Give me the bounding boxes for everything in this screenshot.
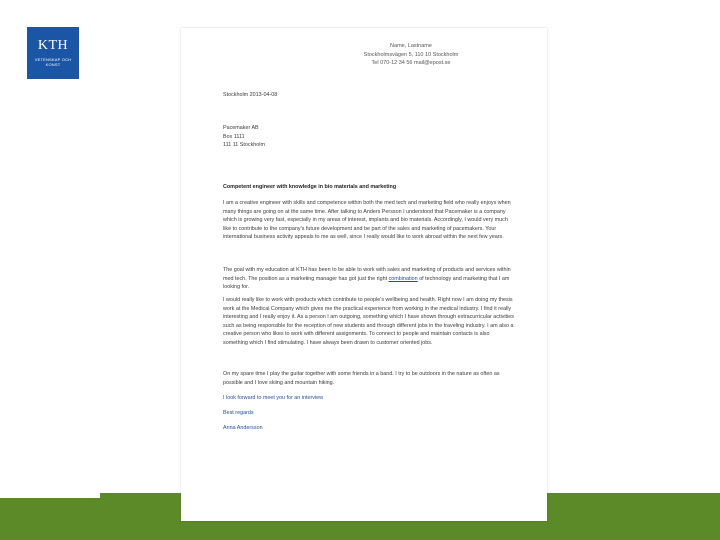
combination-link[interactable]: combination — [388, 275, 418, 282]
paragraph-2-text: The goal with my education at KTH has been to be able to work with sales and marketing of products and services within med tech. The position as a marketing manager has got just the right — [223, 267, 511, 282]
paragraph-4: On my spare time I play the guitar together with some friends in a band. I try to be outdoors in the nature as often as possible and I love skiing and mountain hiking. — [223, 371, 500, 386]
sender-contact: Tel 070-12 34 56 mail@epost.se — [371, 60, 451, 67]
cover-letter-page — [181, 28, 547, 521]
sender-name: Name, Lastname — [390, 43, 432, 49]
band-notch — [0, 468, 100, 498]
signature-line: Anna Andersson — [223, 425, 263, 431]
paragraph-3: I would really like to work with products which contribute to people's wellbeing and health. Right now I am doing my thesis work at the Medical Company which gives me the practical experience from working in the medical industry. I find it really interesting and I really enjoy it. As a person I am outgoing, something which I have shown through extracurricular activities such as being responsible for the reception of new students and through different jobs in the traveling industry. I am also a creative person who likes to work with different assignments. To connect to people and maintain contacts is also something which I find stimulating. I have always been drawn to customer oriented jobs. — [223, 297, 514, 346]
closing-line: I look forward to meet you for an interview — [223, 395, 324, 401]
letter-date: Stockholm 2013-04-08 — [223, 92, 278, 98]
recipient-line: Pacemaker AB — [223, 125, 259, 131]
regards-line: Best regards — [223, 410, 254, 416]
recipient-line: 111 11 Stockholm — [223, 142, 265, 149]
letter-header — [341, 42, 481, 68]
recipient-line: Box 1111 — [223, 133, 245, 140]
paragraph-2-text-end: of technology and marketing that I am looking for. — [223, 275, 510, 291]
recipient-block — [223, 124, 515, 150]
paragraph-2 — [223, 266, 515, 292]
letter-heading: Competent engineer with knowledge in bio materials and marketing — [223, 184, 397, 190]
kth-logo-subtext: VETENSKAP OCH KONST — [34, 57, 72, 67]
kth-logo-text: KTH — [37, 38, 69, 53]
sender-address: Stockholmsvägen 5, 110 10 Stockholm — [363, 51, 459, 58]
paragraph-1: I am a creative engineer with skills and competence within both the med tech and marketing field who really enjoys when many things are going on at the same time. After talking to Anders Persson I understood that Pacemaker is a company which is growing very fast, especially in my areas of interest, implants and bio materials. Accordingly, I would very much like to contribute to the company's future development and be part of the sales and marketing of pacemakers. Your international business activity appeals to me as well, since I really would like to work abroad within the next few years. — [223, 200, 511, 241]
kth-logo — [27, 27, 79, 79]
